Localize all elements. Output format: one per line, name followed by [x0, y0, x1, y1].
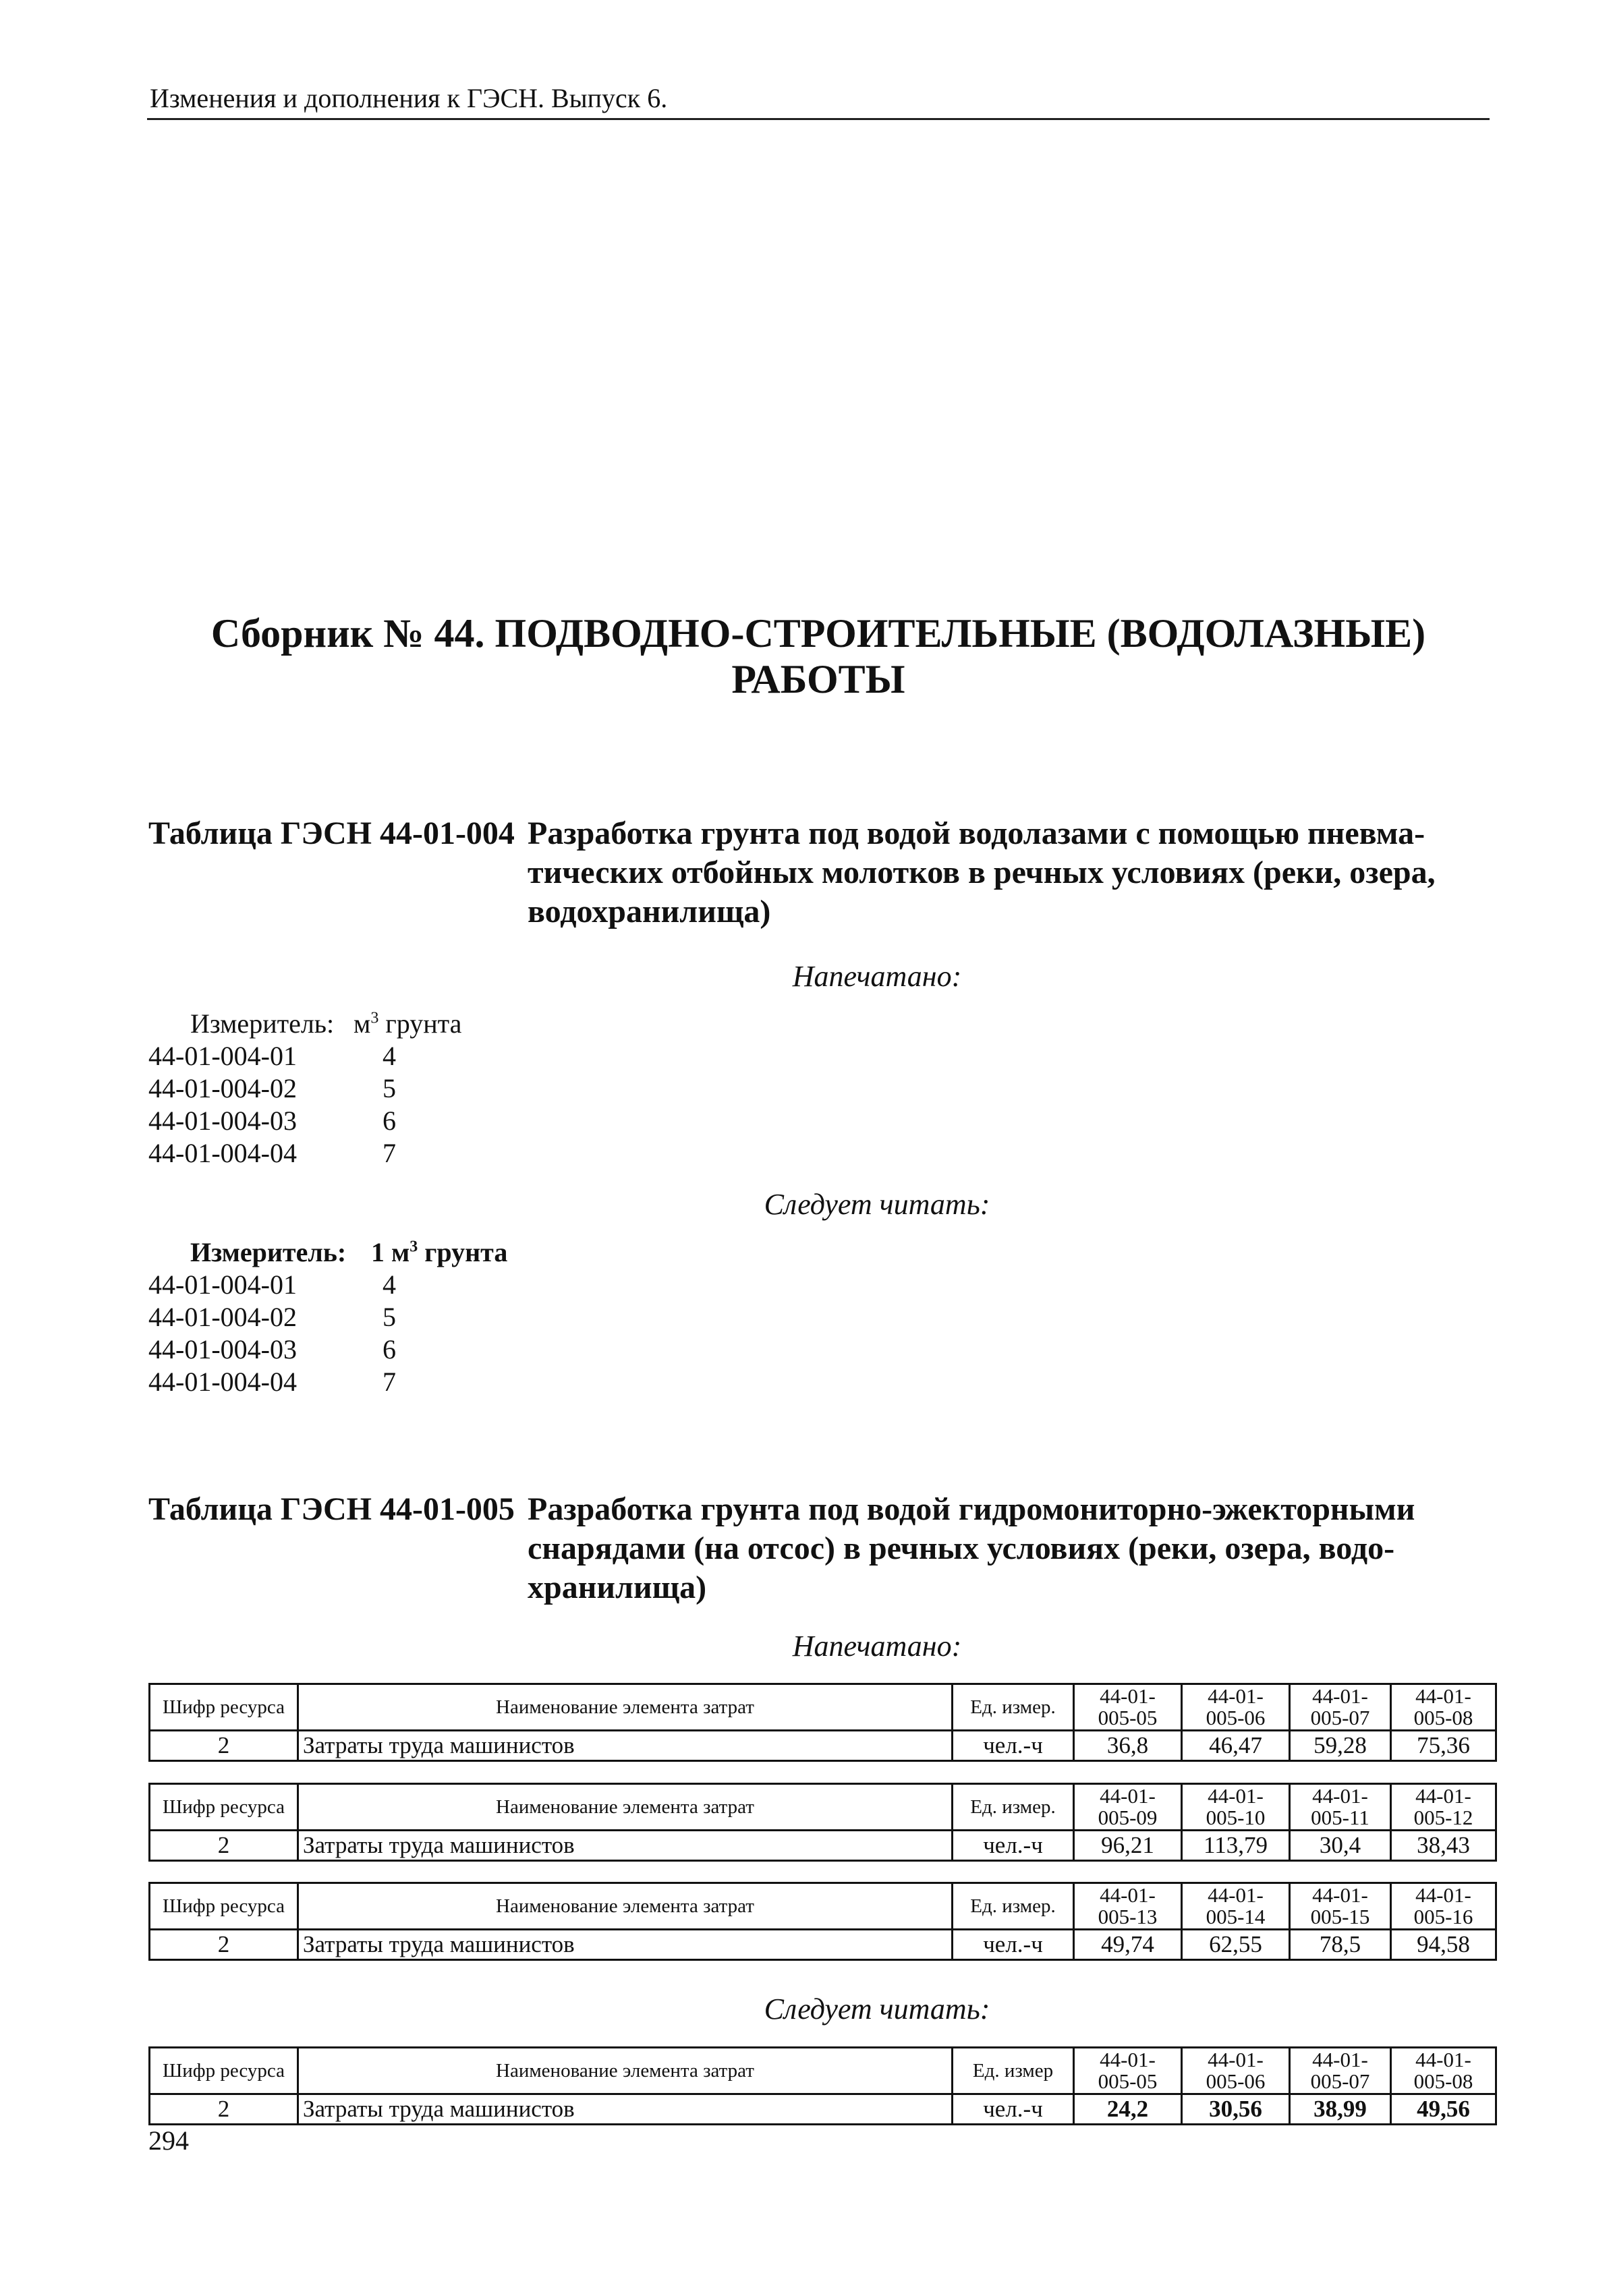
value-cell: 113,79 — [1182, 1831, 1290, 1861]
norm-code-header: 44-01- 005-05 — [1074, 1684, 1182, 1731]
caption-line: водохранилища) — [528, 894, 771, 929]
cost-table-corrected — [148, 2046, 1497, 2125]
table-header-row — [150, 1883, 1496, 1930]
element-name-cell: Затраты труда машинистов — [298, 1930, 953, 1960]
measure-label: Измеритель: — [190, 1008, 335, 1039]
column-header: Шифр ресурса — [150, 2048, 298, 2094]
table-header-row — [150, 1684, 1496, 1731]
value-cell: 49,56 — [1391, 2094, 1496, 2125]
value-cell: 78,5 — [1290, 1930, 1391, 1960]
unit-cell: чел.-ч — [953, 1930, 1074, 1960]
cost-table — [148, 1783, 1497, 1862]
norm-code-header: 44-01- 005-14 — [1182, 1883, 1290, 1930]
table-row — [150, 1930, 1496, 1960]
caption-line: Разработка грунта под водой гидромониторно-эжекторными — [528, 1491, 1415, 1527]
collection-title — [147, 610, 1490, 702]
norm-code-header: 44-01- 005-13 — [1074, 1883, 1182, 1930]
value-cell: 38,99 — [1290, 2094, 1391, 2125]
value-cell: 36,8 — [1074, 1731, 1182, 1761]
caption-line: Разработка грунта под водой водолазами с помощью пневма- — [528, 815, 1425, 851]
resource-code-cell: 2 — [150, 1731, 298, 1761]
norm-code-header: 44-01- 005-08 — [1391, 1684, 1496, 1731]
resource-code-cell: 2 — [150, 1930, 298, 1960]
should-read-label: Следует читать: — [764, 1188, 990, 1221]
element-name-cell: Затраты труда машинистов — [298, 2094, 953, 2125]
value-cell: 59,28 — [1290, 1731, 1391, 1761]
norm-code-header: 44-01- 005-06 — [1182, 2048, 1290, 2094]
table-code: Таблица ГЭСН 44-01-004 — [148, 815, 515, 851]
norm-code-header: 44-01- 005-07 — [1290, 1684, 1391, 1731]
norm-code-header: 44-01- 005-12 — [1391, 1784, 1496, 1831]
collection-title-line: Сборник № 44. ПОДВОДНО-СТРОИТЕЛЬНЫЕ (ВОДОЛАЗНЫЕ) — [210, 611, 1426, 656]
measure-unit: 1 $м^3$ грунта — [371, 1237, 508, 1267]
table-code: Таблица ГЭСН 44-01-005 — [148, 1491, 515, 1527]
value-cell: 62,55 — [1182, 1930, 1290, 1960]
column-header: Ед. измер. — [953, 1883, 1074, 1930]
table-caption — [528, 814, 1499, 931]
value-cell: 75,36 — [1391, 1731, 1496, 1761]
table-row — [150, 1731, 1496, 1761]
column-header: Шифр ресурса — [150, 1784, 298, 1831]
caption-line: тических отбойных молотков в речных условиях (реки, озера, — [528, 855, 1436, 890]
unit-cell: чел.-ч — [953, 1731, 1074, 1761]
unit-cell: чел.-ч — [953, 1831, 1074, 1861]
column-header: Наименование элемента затрат — [298, 2048, 953, 2094]
column-header: Шифр ресурса — [150, 1883, 298, 1930]
table-header-row — [150, 1784, 1496, 1831]
table-caption — [528, 1490, 1499, 1607]
norm-code-header: 44-01- 005-10 — [1182, 1784, 1290, 1831]
norm-code-header: 44-01- 005-15 — [1290, 1883, 1391, 1930]
element-name-cell: Затраты труда машинистов — [298, 1831, 953, 1861]
measure-unit: $м^3$ грунта — [354, 1008, 462, 1039]
column-header: Ед. измер — [953, 2048, 1074, 2094]
norm-code-header: 44-01- 005-11 — [1290, 1784, 1391, 1831]
should-read-label: Следует читать: — [764, 1992, 990, 2026]
table-header-row — [150, 2048, 1496, 2094]
column-header: Наименование элемента затрат — [298, 1883, 953, 1930]
norm-code-header: 44-01- 005-09 — [1074, 1784, 1182, 1831]
column-header: Ед. измер. — [953, 1784, 1074, 1831]
column-header: Шифр ресурса — [150, 1684, 298, 1731]
norm-code-header: 44-01- 005-08 — [1391, 2048, 1496, 2094]
norm-code-header: 44-01- 005-07 — [1290, 2048, 1391, 2094]
collection-title-line: РАБОТЫ — [731, 657, 905, 701]
value-cell: 94,58 — [1391, 1930, 1496, 1960]
element-name-cell: Затраты труда машинистов — [298, 1731, 953, 1761]
norm-code-header: 44-01- 005-16 — [1391, 1883, 1496, 1930]
printed-label: Напечатано: — [792, 1630, 962, 1663]
value-cell: 96,21 — [1074, 1831, 1182, 1861]
page-number: 294 — [148, 2125, 189, 2156]
caption-line: хранилища) — [528, 1570, 707, 1605]
caption-line: снарядами (на отсос) в речных условиях (реки, озера, водо- — [528, 1530, 1395, 1566]
unit-cell: чел.-ч — [953, 2094, 1074, 2125]
document-page: Изменения и дополнения к ГЭСН. Выпуск 6. Сборник № 44. ПОДВОДНО-СТРОИТЕЛЬНЫЕ (ВОДОЛАЗНЫЕ) РАБОТЫ Таблица ГЭСН 44-01-004 Разработка грунта под водой водолазами с помощью пневма- тических отбойных молотков в речных условиях (реки, озера, водохранилища) Напечатано: Измеритель: $м^3$ грунта 44-01-004-01 4 44-01-004-02 5 44-01-004-03 6 44-01-004-04 7 Следует читать: Измеритель: 1 $м^3$ грунта 44-01-004-01 4 44-01-004-02 5 44-01-004-03 6 44-01-004-04 7 Таблица ГЭСН 44-01-005 Разработка грунта под водой гидромониторно-эжекторными снарядами (на отсос) в речных условиях (реки, озера, водо- хранилища) Напечатано: Шифр ресурса Наименование элемента затрат Ед. измер. 44-01- 005-05 44-01- 005-06 44-01- 005-07 44-01- 005-08 2 Затраты труда машинистов чел.-ч 36,8 46,47 59,28 75,36 Шифр ресурса Наименование элемента затрат Ед. измер. 44-01- 005-09 44-01- 005-10 44-01- 005-11 44-01- 005-12 2 Затраты труда машинистов чел.-ч 96,21 113,79 30,4 38,43 Шифр ресурса Наименование элемента затрат Ед. измер. 44-01- 005-13 44-01- 005-14 44-01- 005-15 44-01- 005-16 2 Затраты труда машинистов чел.-ч 49,74 62,55 78,5 94,58 Следует читать: Шифр ресурса Наименование элемента затрат Ед. измер 44-01- 005-05 44-01- 005-06 44-01- 005-07 44-01- 005-08 2 Затраты труда машинистов чел.-ч 24,2 30,56 38,99 49,56 294 — [0, 0, 1611, 2296]
resource-code-cell: 2 — [150, 2094, 298, 2125]
table-row — [150, 1831, 1496, 1861]
column-header: Ед. измер. — [953, 1684, 1074, 1731]
column-header: Наименование элемента затрат — [298, 1684, 953, 1731]
value-cell: 30,56 — [1182, 2094, 1290, 2125]
measure-label: Измеритель: — [190, 1237, 347, 1267]
value-cell: 30,4 — [1290, 1831, 1391, 1861]
norm-code-header: 44-01- 005-05 — [1074, 2048, 1182, 2094]
cost-table — [148, 1683, 1497, 1762]
cost-table — [148, 1882, 1497, 1961]
value-cell: 24,2 — [1074, 2094, 1182, 2125]
value-cell: 49,74 — [1074, 1930, 1182, 1960]
column-header: Наименование элемента затрат — [298, 1784, 953, 1831]
value-cell: 38,43 — [1391, 1831, 1496, 1861]
header-rule — [147, 118, 1490, 120]
table-row — [150, 2094, 1496, 2125]
resource-code-cell: 2 — [150, 1831, 298, 1861]
value-cell: 46,47 — [1182, 1731, 1290, 1761]
printed-label: Напечатано: — [792, 960, 962, 993]
norm-code-header: 44-01- 005-06 — [1182, 1684, 1290, 1731]
running-header: Изменения и дополнения к ГЭСН. Выпуск 6. — [150, 83, 668, 113]
